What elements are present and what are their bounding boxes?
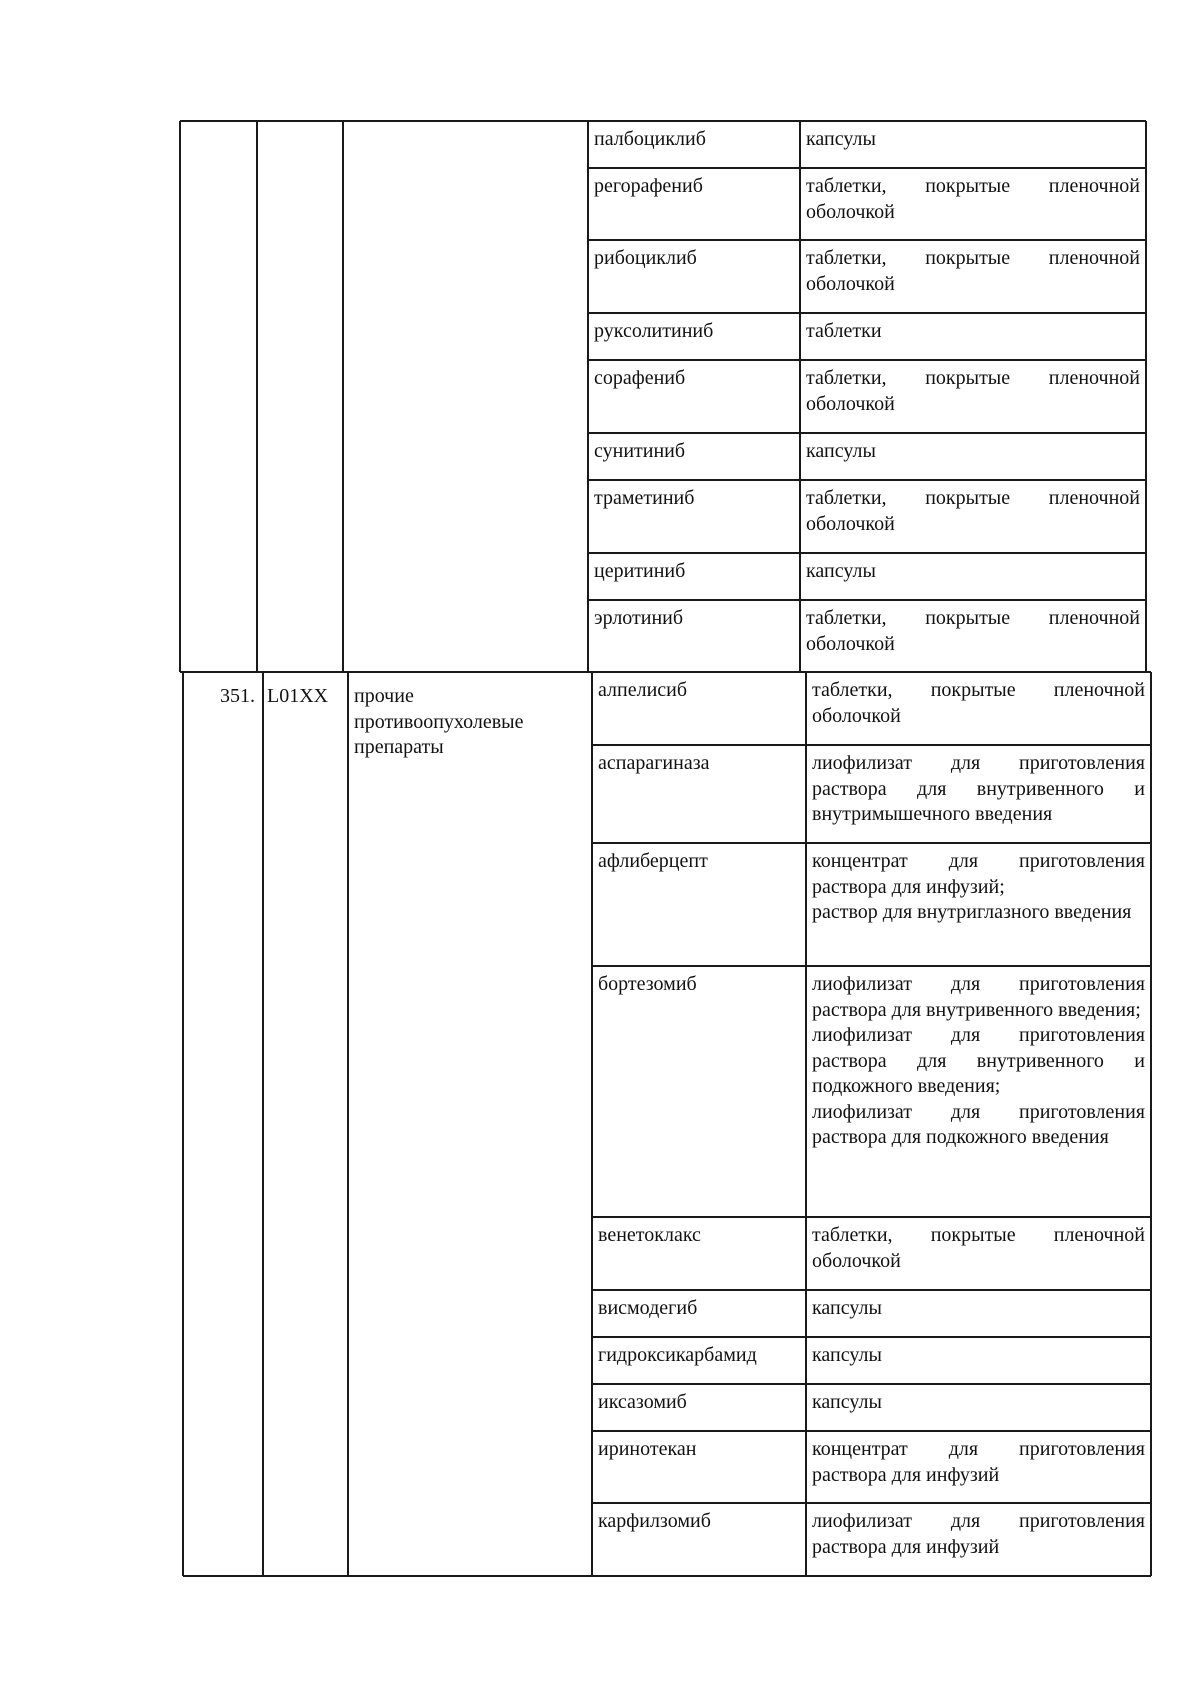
dosage-form: лиофилизат для приготовления раствора для внутривенного и подкожного введения; bbox=[812, 1024, 1145, 1097]
drug-name: рибоциклиб bbox=[594, 247, 697, 269]
dosage-form: лиофилизат для приготовления раствора для инфузий bbox=[812, 1510, 1145, 1558]
row-number: 351. bbox=[220, 685, 255, 707]
dosage-form-cell bbox=[806, 127, 1140, 153]
dosage-form: капсулы bbox=[806, 440, 876, 462]
drug-name: карфилзомиб bbox=[598, 1510, 711, 1532]
dosage-form: капсулы bbox=[812, 1344, 882, 1366]
dosage-form-cell bbox=[812, 972, 1145, 1151]
dosage-form: лиофилизат для приготовления раствора для подкожного введения bbox=[812, 1100, 1145, 1148]
dosage-form-cell bbox=[806, 606, 1140, 657]
dosage-form-cell bbox=[812, 1223, 1145, 1274]
drug-name: иринотекан bbox=[598, 1438, 697, 1460]
dosage-form: капсулы bbox=[812, 1391, 882, 1413]
dosage-form-cell bbox=[812, 1509, 1145, 1560]
dosage-form: лиофилизат для приготовления раствора для внутривенного введения; bbox=[812, 973, 1145, 1021]
dosage-form-cell bbox=[806, 439, 1140, 465]
drug-name: церитиниб bbox=[594, 560, 686, 582]
dosage-form: раствор для внутриглазного введения bbox=[812, 901, 1132, 923]
dosage-form-cell bbox=[806, 246, 1140, 297]
drug-name: сунитиниб bbox=[594, 440, 686, 462]
dosage-form-cell bbox=[806, 486, 1140, 537]
dosage-form-cell bbox=[812, 1437, 1145, 1488]
dosage-form: концентрат для приготовления раствора для инфузий; bbox=[812, 850, 1145, 898]
dosage-form: капсулы bbox=[812, 1297, 882, 1319]
drug-name: руксолитиниб bbox=[594, 320, 714, 342]
dosage-form: концентрат для приготовления раствора для инфузий bbox=[812, 1438, 1145, 1486]
drug-name: афлиберцепт bbox=[598, 850, 708, 872]
dosage-form-cell bbox=[812, 678, 1145, 729]
drug-name: траметиниб bbox=[594, 487, 695, 509]
drug-name: сорафениб bbox=[594, 367, 686, 389]
dosage-form: таблетки, покрытые пленочной оболочкой bbox=[812, 679, 1145, 727]
drug-name: эрлотиниб bbox=[594, 607, 684, 629]
drug-name: венетоклакс bbox=[598, 1224, 701, 1246]
dosage-form: таблетки bbox=[806, 320, 882, 342]
dosage-form: таблетки, покрытые пленочной оболочкой bbox=[806, 607, 1140, 655]
dosage-form: капсулы bbox=[806, 560, 876, 582]
atc-group-name: прочие противоопухолевые препараты bbox=[354, 685, 524, 758]
drug-name: гидроксикарбамид bbox=[598, 1344, 757, 1366]
dosage-form-cell bbox=[812, 1296, 1145, 1322]
drug-name: висмодегиб bbox=[598, 1297, 698, 1319]
dosage-form: таблетки, покрытые пленочной оболочкой bbox=[812, 1224, 1145, 1272]
dosage-form: таблетки, покрытые пленочной оболочкой bbox=[806, 367, 1140, 415]
dosage-form: лиофилизат для приготовления раствора для внутривенного и внутримышечного введения bbox=[812, 752, 1145, 825]
dosage-form: капсулы bbox=[806, 128, 876, 150]
dosage-form: таблетки, покрытые пленочной оболочкой bbox=[806, 175, 1140, 223]
dosage-form-cell bbox=[812, 1390, 1145, 1416]
atc-code: L01XX bbox=[267, 685, 329, 707]
dosage-form-cell bbox=[812, 751, 1145, 828]
dosage-form: таблетки, покрытые пленочной оболочкой bbox=[806, 247, 1140, 295]
drug-name: палбоциклиб bbox=[594, 128, 706, 150]
drug-name: бортезомиб bbox=[598, 973, 697, 995]
dosage-form-cell bbox=[806, 366, 1140, 417]
dosage-form-cell bbox=[812, 1343, 1145, 1369]
dosage-form-cell bbox=[806, 174, 1140, 225]
dosage-form-cell bbox=[812, 849, 1145, 926]
drug-name: регорафениб bbox=[594, 175, 703, 197]
drug-name: алпелисиб bbox=[598, 679, 688, 701]
dosage-form-cell bbox=[806, 559, 1140, 585]
drug-name: иксазомиб bbox=[598, 1391, 687, 1413]
dosage-form-cell bbox=[806, 319, 1140, 345]
drug-name: аспарагиназа bbox=[598, 752, 710, 774]
dosage-form: таблетки, покрытые пленочной оболочкой bbox=[806, 487, 1140, 535]
